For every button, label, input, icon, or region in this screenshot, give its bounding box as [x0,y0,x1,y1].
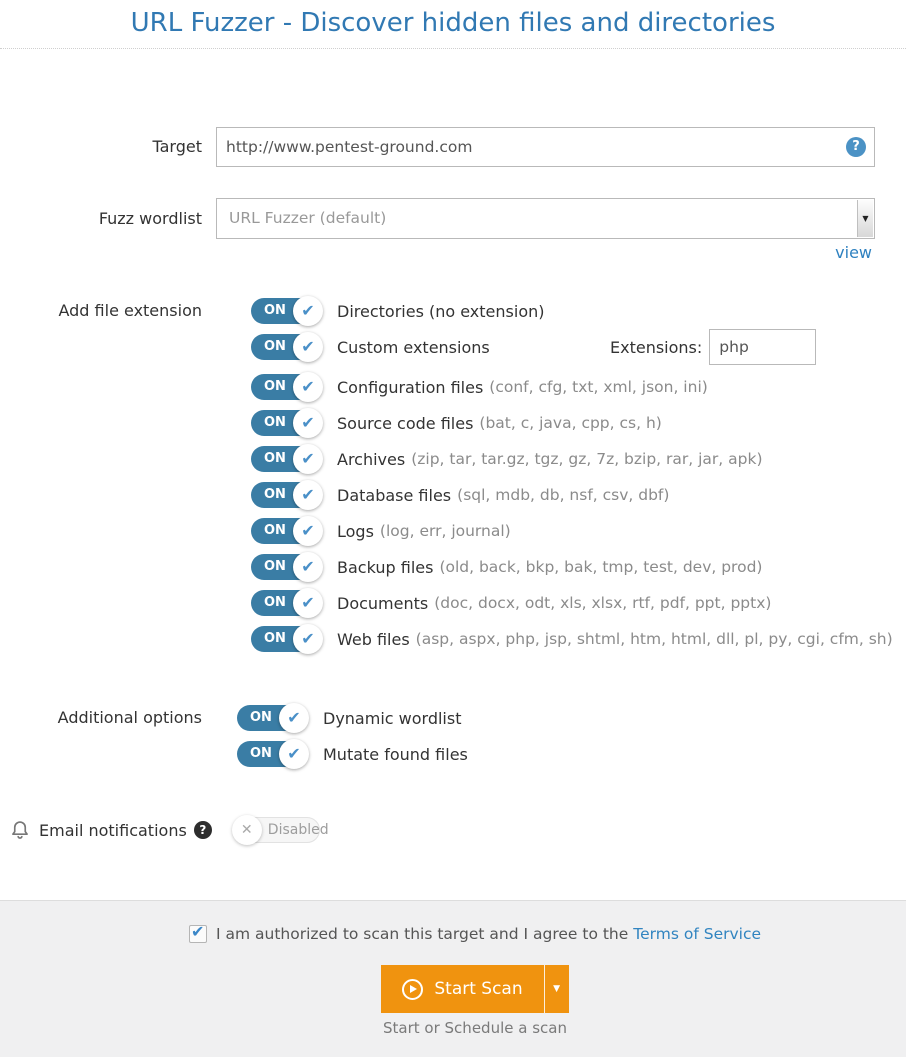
consent-row [189,922,762,943]
toggle-row [237,705,875,731]
target-label: Target [152,137,202,156]
toggle-label: Logs [337,521,374,541]
toggle-label: Backup files [337,557,434,577]
toggle-label: Source code files [337,413,474,433]
toggle-configuration-files[interactable] [251,374,321,400]
toggle-archives[interactable] [251,446,321,472]
email-notifications-toggle[interactable] [234,817,329,843]
extensions-label: Extensions: [610,337,703,357]
file-extension-section-label: Add file extension [58,301,202,320]
consent-text: I am authorized to scan this target and I agree to the [215,925,629,943]
toggle-label: Database files [337,485,452,505]
toggle-detail: (bat, c, java, cpp, cs, h) [479,414,662,432]
email-toggle-state: Disabled [267,822,329,838]
toggle-row [251,298,893,324]
toggle-on-label: ON [264,303,286,318]
scan-form [0,127,893,843]
check-icon: ✔ [293,516,323,546]
view-wordlist-link[interactable]: view [835,243,872,262]
toggle-on-label: ON [264,451,286,466]
email-notifications-row [0,817,875,843]
toggle-label: Web files [337,629,410,649]
toggle-detail: (log, err, journal) [379,522,511,540]
check-icon: ✔ [293,408,323,438]
start-scan-label: Start Scan [434,979,523,999]
toggle-row [251,334,893,360]
play-icon [402,979,423,1000]
toggle-detail: (conf, cfg, txt, xml, json, ini) [489,378,708,396]
caret-down-icon: ▼ [553,984,561,994]
toggle-dynamic-wordlist[interactable] [237,705,307,731]
toggle-source-code-files[interactable] [251,410,321,436]
toggle-row [251,626,893,652]
toggle-row [251,518,893,544]
toggle-on-label: ON [264,559,286,574]
select-arrow-icon[interactable]: ▼ [857,200,873,237]
wordlist-select[interactable] [216,198,875,239]
authorization-checkbox[interactable] [189,922,207,943]
toggle-documents[interactable] [251,590,321,616]
page-title: URL Fuzzer - Discover hidden files and directories [130,8,776,38]
toggle-directories[interactable] [251,298,321,324]
check-icon: ✔ [293,332,323,362]
toggle-on-label: ON [264,415,286,430]
target-input[interactable] [216,127,875,167]
start-scan-button[interactable] [381,965,544,1013]
page-header [0,0,906,49]
toggle-on-label: ON [264,339,286,354]
check-icon: ✔ [279,703,309,733]
toggle-row [251,374,893,400]
additional-options-label: Additional options [57,708,202,727]
toggle-on-label: ON [264,595,286,610]
toggle-on-label: ON [250,746,272,761]
toggle-web-files[interactable] [251,626,321,652]
email-help-icon[interactable]: ? [194,821,212,839]
additional-options-section [0,705,875,777]
toggle-custom-extensions[interactable] [251,334,321,360]
toggle-label: Archives [337,449,406,469]
terms-of-service-link[interactable]: Terms of Service [633,925,762,943]
email-notifications-label: Email notifications [39,820,187,840]
toggle-mutate-found-files[interactable] [237,741,307,767]
check-icon: ✔ [293,552,323,582]
check-icon: ✔ [293,624,323,654]
toggle-row [251,446,893,472]
toggle-row [251,554,893,580]
wordlist-label: Fuzz wordlist [98,209,202,228]
check-icon: ✔ [190,922,205,941]
toggle-detail: (doc, docx, odt, xls, xlsx, rtf, pdf, ppt, pptx) [434,594,772,612]
toggle-label: Directories (no extension) [337,301,545,321]
toggle-detail: (old, back, bkp, bak, tmp, test, dev, prod) [439,558,763,576]
toggle-row [251,410,893,436]
toggle-label: Mutate found files [323,744,468,764]
toggle-on-label: ON [264,523,286,538]
toggle-label: Documents [337,593,429,613]
start-scan-button-group [381,965,568,1013]
toggle-row [237,741,875,767]
toggle-row [251,590,893,616]
toggle-row [251,482,893,508]
toggle-database-files[interactable] [251,482,321,508]
bell-icon [10,819,30,841]
toggle-label: Dynamic wordlist [323,708,462,728]
scan-options-dropdown-button[interactable] [545,965,569,1013]
check-icon: ✔ [293,480,323,510]
toggle-logs[interactable] [251,518,321,544]
toggle-detail: (sql, mdb, db, nsf, csv, dbf) [457,486,670,504]
toggle-label: Custom extensions [337,337,490,357]
check-icon: ✔ [293,372,323,402]
check-icon: ✔ [293,588,323,618]
x-icon: ✕ [232,815,262,845]
extensions-input[interactable] [709,329,816,365]
toggle-detail: (asp, aspx, php, jsp, shtml, htm, html, dll, pl, py, cgi, cfm, sh) [415,630,893,648]
toggle-on-label: ON [264,631,286,646]
check-icon: ✔ [293,296,323,326]
toggle-label: Configuration files [337,377,484,397]
check-icon: ✔ [293,444,323,474]
target-row [0,127,875,167]
toggle-backup-files[interactable] [251,554,321,580]
wordlist-selected-value: URL Fuzzer (default) [229,209,387,227]
toggle-detail: (zip, tar, tar.gz, tgz, gz, 7z, bzip, rar, jar, apk) [411,450,763,468]
scan-hint: Start or Schedule a scan [383,1019,567,1037]
toggle-on-label: ON [264,379,286,394]
file-extension-section [0,298,893,662]
target-help-icon[interactable]: ? [846,137,866,157]
wordlist-row [0,198,875,239]
view-row [0,243,872,262]
toggle-on-label: ON [264,487,286,502]
check-icon: ✔ [279,739,309,769]
toggle-on-label: ON [250,710,272,725]
footer [0,900,906,1057]
